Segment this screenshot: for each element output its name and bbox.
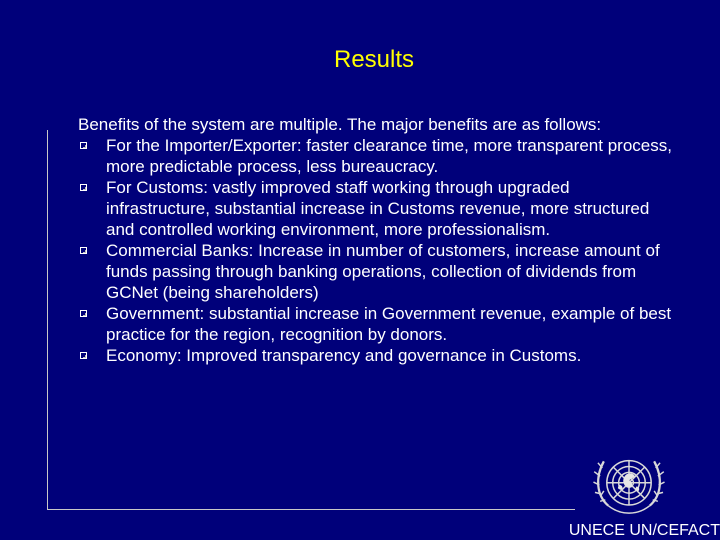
bullet-icon <box>80 310 87 317</box>
list-item-text: For Customs: vastly improved staff working through upgraded infrastructure, substantial increase in Customs revenue, more structured and controlled working environment, more professionalism. <box>106 178 650 239</box>
list-item-text: Economy: Improved transparency and governance in Customs. <box>106 346 582 365</box>
slide-body <box>78 114 678 366</box>
list-item <box>78 135 678 177</box>
bullet-icon <box>80 247 87 254</box>
list-item <box>78 303 678 345</box>
slide-title: Results <box>333 46 415 73</box>
list-item-text: For the Importer/Exporter: faster clearance time, more transparent process, more predictable process, less bureaucracy. <box>106 136 672 176</box>
list-item-text: Government: substantial increase in Government revenue, example of best practice for the region, recognition by donors. <box>106 304 672 344</box>
bullet-icon <box>80 352 87 359</box>
list-item <box>78 177 678 240</box>
benefits-list <box>78 135 678 366</box>
left-divider-line <box>47 130 48 510</box>
bullet-icon <box>80 184 87 191</box>
bullet-icon <box>80 142 87 149</box>
footer-label: UNECE UN/CEFACT <box>568 522 720 539</box>
intro-text: Benefits of the system are multiple. The major benefits are as follows: <box>78 115 602 134</box>
list-item <box>78 345 678 366</box>
un-emblem-icon <box>592 448 666 522</box>
bottom-divider-line <box>47 509 575 510</box>
list-item <box>78 240 678 303</box>
list-item-text: Commercial Banks: Increase in number of customers, increase amount of funds passing through banking operations, collection of dividends from GCNet (being shareholders) <box>106 241 660 302</box>
